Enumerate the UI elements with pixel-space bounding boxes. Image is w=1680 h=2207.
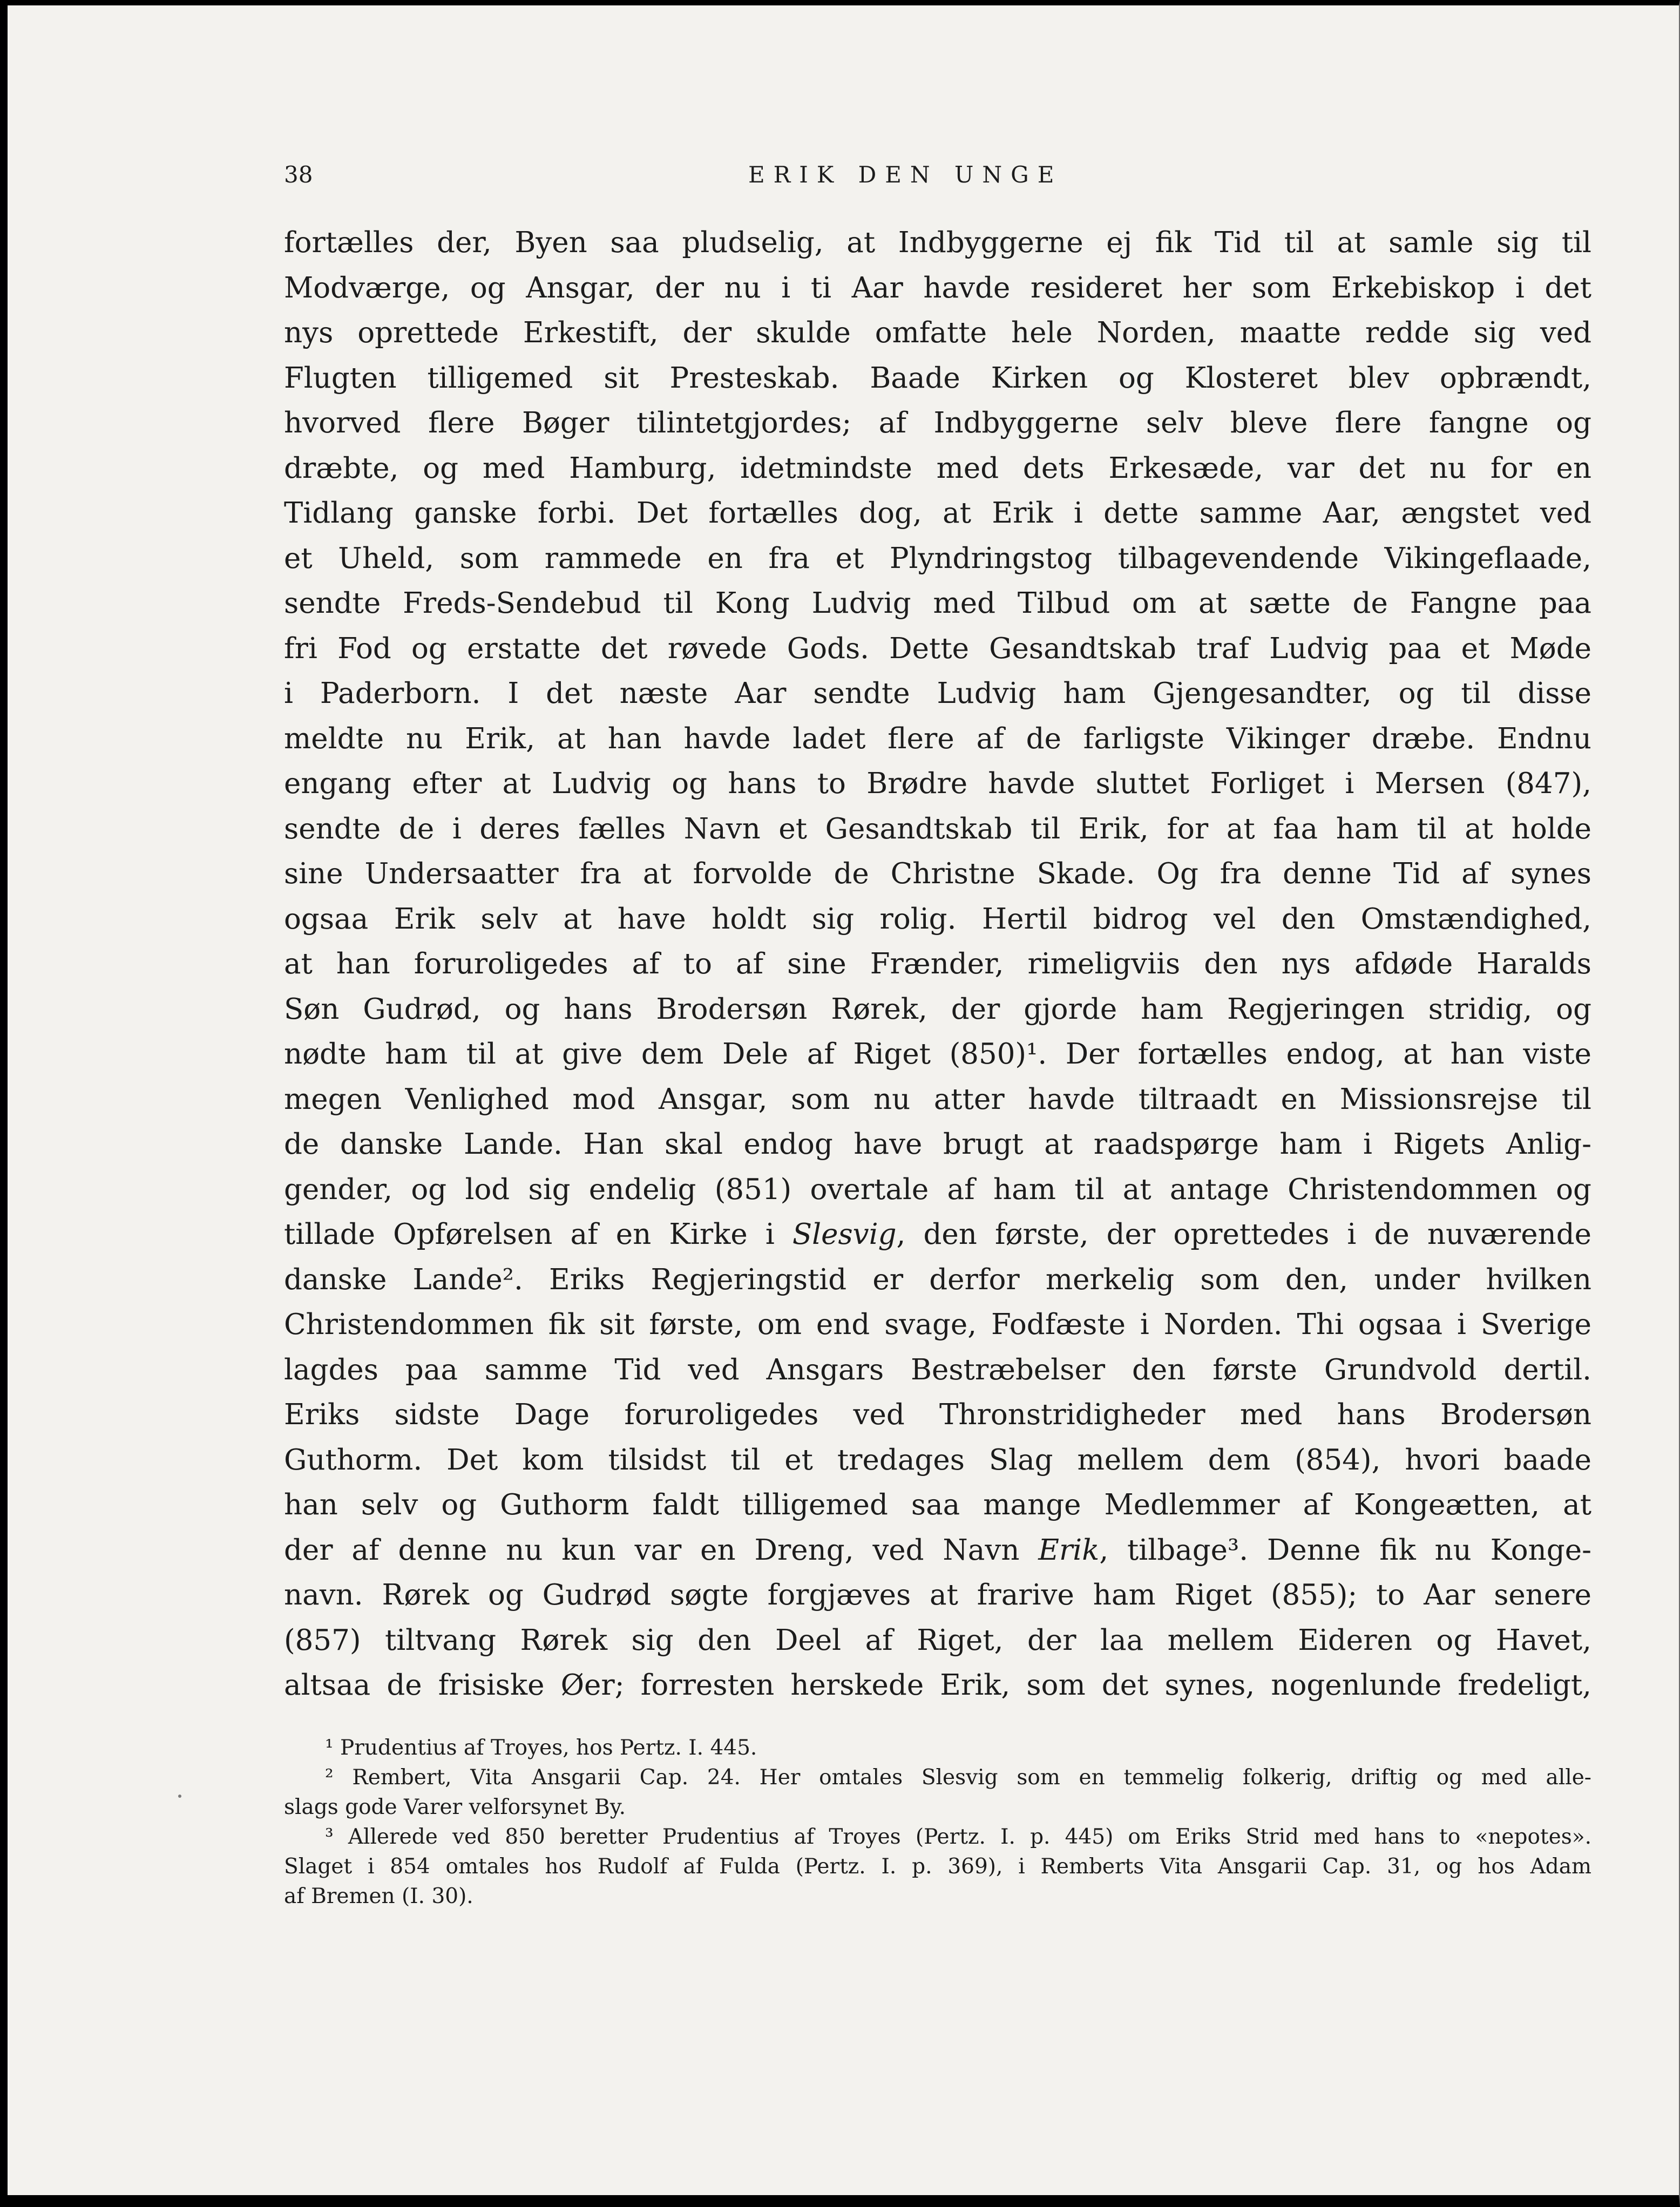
text-line-mixed <box>284 1528 1591 1573</box>
running-title: ERIK DEN UNGE <box>748 161 1063 188</box>
footnote-3: ³ Allerede ved 850 beretter Prudentius af Troyes (Pertz. I. p. 445) om Eriks Strid med hans to «nepotes». <box>325 1825 1591 1849</box>
text-line: (857) tiltvang Rørek sig den Deel af Riget, der laa mellem Eideren og Havet, <box>284 1623 1591 1657</box>
text-line: hvorved flere Bøger tilintetgjordes; af Indbyggerne selv bleve flere fangne og <box>284 407 1591 439</box>
text-segment: , tilbage³. Denne fik nu Konge- <box>1099 1533 1591 1567</box>
page-number: 38 <box>284 161 313 188</box>
footnote-3-continued: Slaget i 854 omtales hos Rudolf af Fulda (Pertz. I. p. 369), i Remberts Vita Ansgarii Cap. 31, og hos Adam <box>284 1854 1591 1879</box>
text-segment: der af denne nu kun var en Dreng, ved Navn <box>284 1533 1039 1567</box>
text-line: sendte Freds-Sendebud til Kong Ludvig med Tilbud om at sætte de Fangne paa <box>284 587 1591 620</box>
text-line: engang efter at Ludvig og hans to Brødre havde sluttet Forliget i Mersen (847), <box>284 767 1591 800</box>
text-line: Modværge, og Ansgar, der nu i ti Aar havde resideret her som Erkebiskop i det <box>284 271 1591 304</box>
text-line: at han foruroligedes af to af sine Frænder, rimeligviis den nys afdøde Haralds <box>284 947 1591 980</box>
italic-place-name: Slesvig <box>792 1218 897 1251</box>
scan-speck <box>178 1795 181 1798</box>
text-line: Tidlang ganske forbi. Det fortælles dog, at Erik i dette samme Aar, ængstet ved <box>284 497 1591 530</box>
text-line: danske Lande². Eriks Regjeringstid er derfor merkelig som den, under hvilken <box>284 1263 1591 1296</box>
text-line: altsaa de frisiske Øer; forresten herskede Erik, som det synes, nogenlunde fredeligt, <box>284 1669 1591 1702</box>
text-line: Søn Gudrød, og hans Brodersøn Rørek, der gjorde ham Regjeringen stridig, og <box>284 992 1591 1026</box>
footnote-3-end: af Bremen (I. 30). <box>284 1884 473 1908</box>
italic-person-name: Erik <box>1038 1533 1100 1567</box>
text-line: megen Venlighed mod Ansgar, som nu atter havde tiltraadt en Missionsrejse til <box>284 1082 1591 1116</box>
text-line: nys oprettede Erkestift, der skulde omfatte hele Norden, maatte redde sig ved <box>284 316 1591 349</box>
text-line: fri Fod og erstatte det røvede Gods. Dette Gesandtskab traf Ludvig paa et Møde <box>284 632 1591 665</box>
text-line: dræbte, og med Hamburg, idetmindste med dets Erkesæde, var det nu for en <box>284 451 1591 485</box>
text-segment: tillade Opførelsen af en Kirke i <box>284 1218 792 1251</box>
footnote-2: ² Rembert, Vita Ansgarii Cap. 24. Her omtales Slesvig som en temmelig folkerig, driftig og med alle- <box>325 1765 1591 1790</box>
text-line: Guthorm. Det kom tilsidst til et tredages Slag mellem dem (854), hvori baade <box>284 1443 1591 1477</box>
text-line: gender, og lod sig endelig (851) overtale af ham til at antage Christendommen og <box>284 1173 1591 1206</box>
footnotes <box>284 1733 1591 1911</box>
text-line: lagdes paa samme Tid ved Ansgars Bestræbelser den første Grundvold dertil. <box>284 1353 1591 1386</box>
text-line: ogsaa Erik selv at have holdt sig rolig. Hertil bidrog vel den Omstændighed, <box>284 902 1591 936</box>
text-line: Christendommen fik sit første, om end svage, Fodfæste i Norden. Thi ogsaa i Sverige <box>284 1308 1591 1341</box>
text-line: nødte ham til at give dem Dele af Riget (850)¹. Der fortælles endog, at han viste <box>284 1038 1591 1071</box>
text-line: i Paderborn. I det næste Aar sendte Ludvig ham Gjengesandter, og til disse <box>284 677 1591 710</box>
text-line: sendte de i deres fælles Navn et Gesandtskab til Erik, for at faa ham til at holde <box>284 812 1591 845</box>
text-line: et Uheld, som rammede en fra et Plyndringstog tilbagevendende Vikingeflaade, <box>284 541 1591 575</box>
page-header <box>284 157 1591 194</box>
text-segment: , den første, der oprettedes i de nuværende <box>896 1218 1591 1251</box>
body-text <box>284 220 1591 1708</box>
text-line: de danske Lande. Han skal endog have brugt at raadspørge ham i Rigets Anlig- <box>284 1128 1591 1161</box>
footnote-2-continued: slags gode Varer velforsynet By. <box>284 1795 626 1819</box>
text-line: Eriks sidste Dage foruroligedes ved Thronstridigheder med hans Brodersøn <box>284 1398 1591 1431</box>
text-line: sine Undersaatter fra at forvolde de Christne Skade. Og fra denne Tid af synes <box>284 857 1591 890</box>
footnote-1: ¹ Prudentius af Troyes, hos Pertz. I. 445. <box>325 1736 757 1760</box>
text-line: navn. Rørek og Gudrød søgte forgjæves at frarive ham Riget (855); to Aar senere <box>284 1579 1591 1612</box>
text-line: meldte nu Erik, at han havde ladet flere af de farligste Vikinger dræbe. Endnu <box>284 722 1591 755</box>
text-line: han selv og Guthorm faldt tilligemed saa mange Medlemmer af Kongeætten, at <box>284 1488 1591 1521</box>
text-line-mixed <box>284 1212 1591 1257</box>
text-line: fortælles der, Byen saa pludselig, at Indbyggerne ej fik Tid til at samle sig til <box>284 226 1591 259</box>
text-line: Flugten tilligemed sit Presteskab. Baade Kirken og Klosteret blev opbrændt, <box>284 361 1591 395</box>
